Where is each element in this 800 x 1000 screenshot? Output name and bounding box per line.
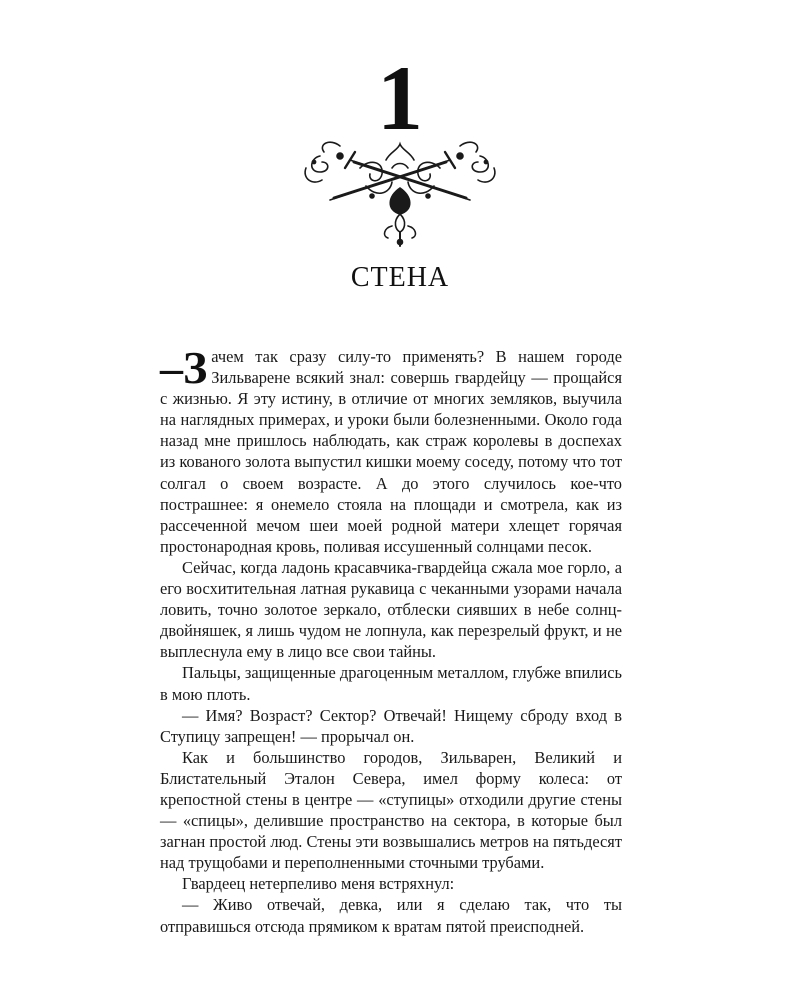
paragraph: Как и большинство городов, Зильварен, Великий и Блистательный Эталон Севера, имел форму колеса: от крепостной стены в центре — «ступицы» отходили другие стены — «спицы», делившие пространство на сектора, в которые был загнан простой люд. Стены эти возвышались метров на пятьдесят над трущобами и переполненными сточными трубами. <box>160 747 622 873</box>
paragraph <box>160 342 622 557</box>
paragraph-text: ачем так сразу силу-то применять? В нашем городе Зильварене всякий знал: совершь гвардейцу — прощайся с жизнью. Я эту истину, в отличие от многих земляков, выучила на наглядных примерах, и уроки были болезненными. Около года назад мне пришлось наблюдать, как страж королевы в доспехах из кованого золота выпустил кишки моему соседу, потому что тот солгал о своем возрасте. А до этого случилось кое-что пострашнее: я онемело стояла на площади и смотрела, как из рассеченной мечом шеи моей родной матери хлещет горячая простонародная кровь, поливая иссушенный солнцами песок. <box>160 347 622 556</box>
paragraph: Пальцы, защищенные драгоценным металлом, глубже впились в мою плоть. <box>160 663 622 704</box>
chapter-title: СТЕНА <box>350 262 450 293</box>
drop-cap: –З <box>160 342 208 393</box>
chapter-number: 1 <box>377 47 423 149</box>
chapter-body-text <box>160 342 622 937</box>
paragraph: Гвардеец нетерпеливо меня встряхнул: <box>182 874 455 894</box>
paragraph: — Живо отвечай, девка, или я сделаю так, что ты отправишься отсюда прямиком к вратам пятой преисподней. <box>160 895 622 936</box>
crossed-swords-ornament-icon <box>300 138 500 248</box>
paragraph: — Имя? Возраст? Сектор? Отвечай! Нищему сброду вход в Ступицу запрещен! — прорычал он. <box>160 705 622 746</box>
paragraph: Сейчас, когда ладонь красавчика-гвардейца сжала мое горло, а его восхитительная латная рукавица с чеканными узорами начала ловить, точно золотое зеркало, отблески сиявших в небе солнц-двойняшек, я лишь чудом не лопнула, как перезрелый фрукт, и не выплеснула ему в лицо все свои тайны. <box>160 557 622 662</box>
